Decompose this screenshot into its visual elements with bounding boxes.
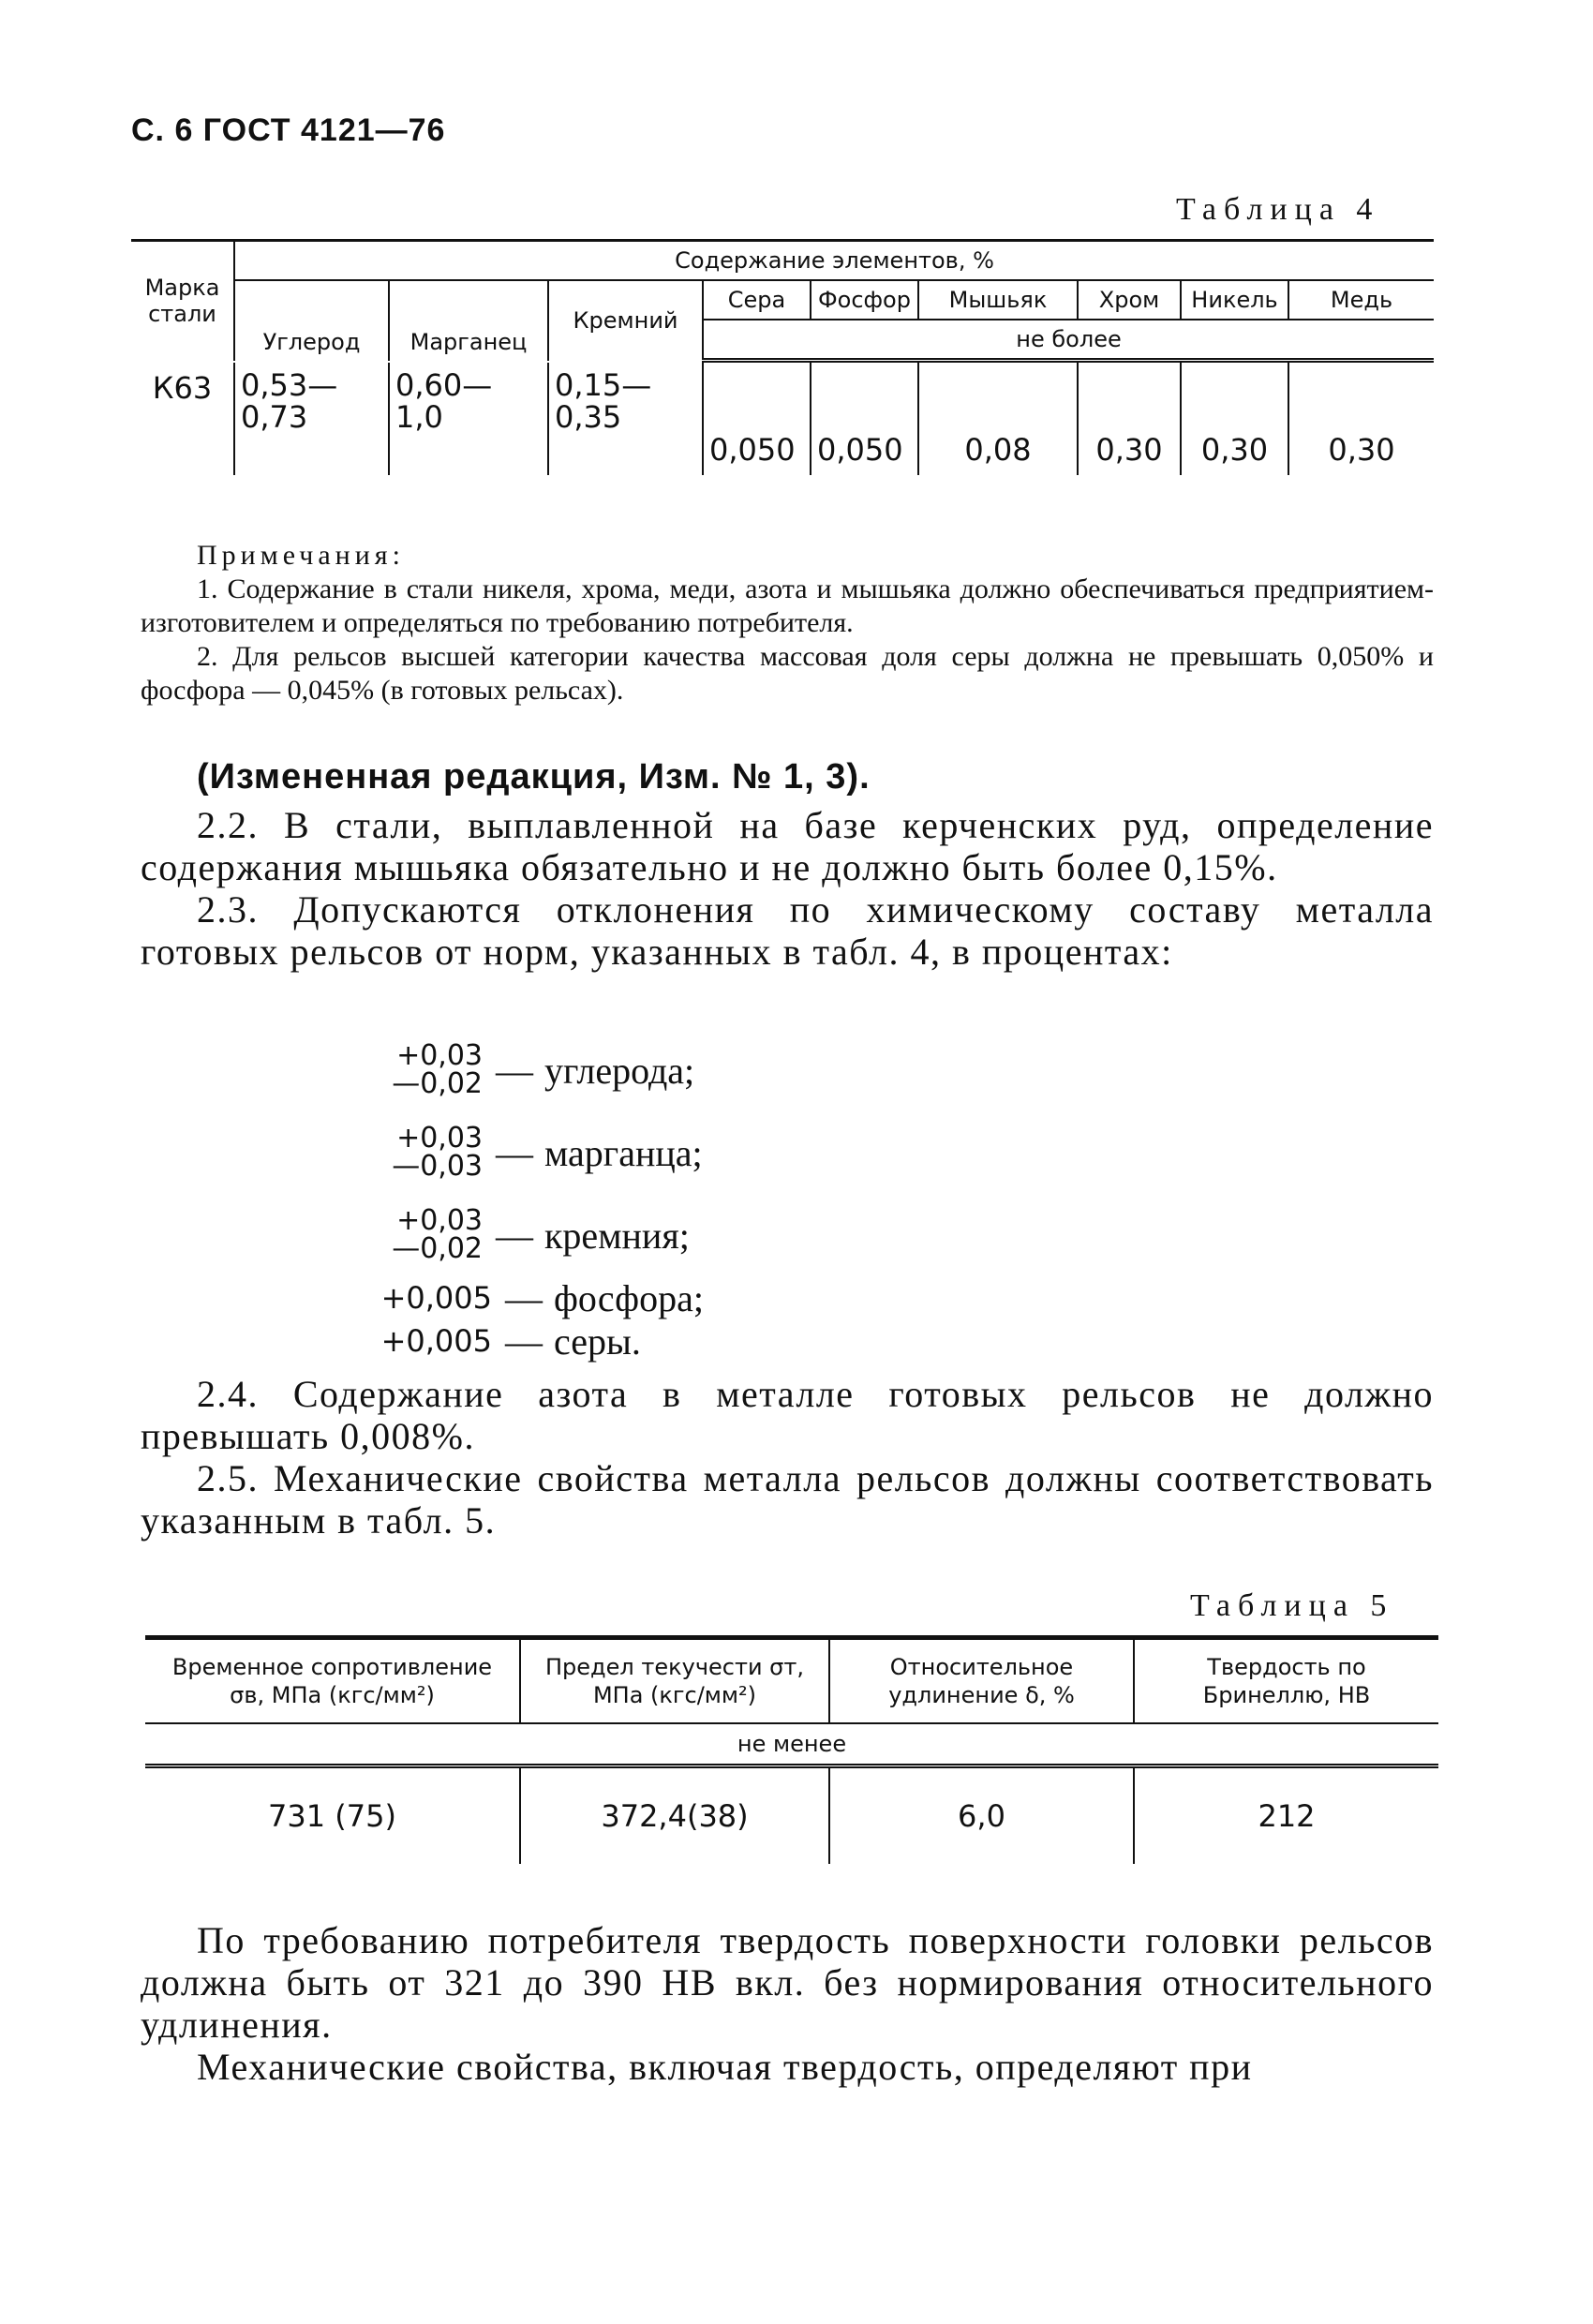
nickel-cell: 0,30: [1181, 363, 1288, 475]
not-less-label: не менее: [145, 1723, 1438, 1766]
col-silicon: Кремний: [548, 280, 703, 361]
content-header: Содержание элементов, %: [234, 241, 1434, 281]
t5-header-yield: Предел текучести σт, МПа (кгс/мм²): [520, 1638, 829, 1724]
manganese-max: 1,0: [395, 398, 443, 435]
not-more-label: не более: [703, 320, 1434, 361]
col-nickel: Никель: [1181, 280, 1288, 320]
tol-carbon-plus: +0,03: [396, 1039, 483, 1072]
manganese-cell: [389, 363, 548, 475]
tol-manganese-plus: +0,03: [396, 1122, 483, 1155]
tol-sulfur-element: серы.: [554, 1319, 641, 1363]
tolerance-manganese: +0,03 —0,03 — марганца;: [392, 1122, 703, 1183]
col-copper: Медь: [1288, 280, 1434, 320]
silicon-cell: [548, 363, 703, 475]
tol-phosphorus-value: +0,005: [380, 1280, 492, 1316]
page-header: С. 6 ГОСТ 4121—76: [131, 112, 446, 148]
tol-silicon-minus: —0,02: [392, 1232, 483, 1265]
arsenic-cell: 0,08: [918, 363, 1078, 475]
paragraph-2-2: 2.2. В стали, выплавленной на базе керченских руд, определение содержания мышьяка обязательно и не должно быть более 0,15%.: [141, 804, 1434, 888]
table5: [145, 1635, 1438, 1864]
section-final: [141, 1919, 1434, 2088]
paragraph-requirement: По требованию потребителя твердость поверхности головки рельсов должна быть от 321 до 390 НВ вкл. без нормирования относительного удлинения.: [141, 1919, 1434, 2046]
notes-title: Примечания:: [197, 540, 405, 571]
sulfur-cell: 0,050: [703, 363, 811, 475]
silicon-min: 0,15—: [555, 367, 652, 403]
section-2-4-2-5: [141, 1373, 1434, 1542]
copper-cell: 0,30: [1288, 363, 1434, 475]
tol-carbon-element: углерода;: [544, 1049, 695, 1092]
paragraph-mechanical: Механические свойства, включая твердость, определяют при: [197, 2046, 1253, 2088]
paragraph-2-5: 2.5. Механические свойства металла рельсов должны соответствовать указанным в табл. 5.: [141, 1457, 1434, 1542]
tolerances-list: [370, 1029, 704, 1363]
notes-block: [141, 539, 1434, 708]
tol-sulfur-value: +0,005: [380, 1323, 492, 1359]
tolerance-silicon: +0,03 —0,02 — кремния;: [392, 1204, 690, 1265]
chromium-cell: 0,30: [1078, 363, 1181, 475]
steel-grade-cell: К63: [152, 370, 213, 406]
col-manganese: Марганец: [389, 280, 548, 361]
carbon-min: 0,53—: [241, 367, 338, 403]
paragraph-2-4: 2.4. Содержание азота в металле готовых рельсов не должно превышать 0,008%.: [141, 1373, 1434, 1457]
tol-silicon-plus: +0,03: [396, 1204, 483, 1237]
note-1: 1. Содержание в стали никеля, хрома, меди, азота и мышьяка должно обеспечиваться предприятием-изготовителем и определяться по требованию потребителя.: [141, 574, 1434, 638]
col-phosphorus: Фосфор: [811, 280, 918, 320]
table5-title: Таблица 5: [1190, 1588, 1394, 1623]
t5-header-hardness: Твердость по Бринеллю, НВ: [1134, 1638, 1438, 1724]
t5-elongation-value: 6,0: [829, 1766, 1134, 1865]
tol-manganese-minus: —0,03: [392, 1150, 483, 1183]
t5-hardness-value: 212: [1134, 1766, 1438, 1865]
t5-yield-value: 372,4(38): [520, 1766, 829, 1865]
tolerance-phosphorus: +0,005 — фосфора;: [370, 1276, 704, 1319]
phosphorus-cell: 0,050: [811, 363, 918, 475]
t5-header-elongation: Относительное удлинение δ, %: [829, 1638, 1134, 1724]
col-chromium: Хром: [1078, 280, 1181, 320]
col-carbon: Углерод: [234, 280, 389, 361]
steel-grade-header: Марка стали: [131, 241, 234, 361]
col-sulfur: Сера: [703, 280, 811, 320]
table4: [131, 239, 1434, 475]
carbon-cell: [234, 363, 389, 475]
note-2: 2. Для рельсов высшей категории качества массовая доля серы должна не превышать 0,050% и фосфора — 0,045% (в готовых рельсах).: [141, 641, 1434, 706]
tol-silicon-element: кремния;: [544, 1214, 690, 1257]
t5-header-tensile: Временное сопротивление σв, МПа (кгс/мм²): [145, 1638, 520, 1724]
carbon-max: 0,73: [241, 398, 308, 435]
manganese-min: 0,60—: [395, 367, 493, 403]
tolerance-carbon: +0,03 —0,02 — углерода;: [392, 1039, 695, 1100]
tol-carbon-minus: —0,02: [392, 1067, 483, 1100]
silicon-max: 0,35: [555, 398, 622, 435]
tol-phosphorus-element: фосфора;: [554, 1276, 704, 1319]
col-arsenic: Мышьяк: [918, 280, 1078, 320]
section-2-2-2-3: [141, 804, 1434, 973]
t5-tensile-value: 731 (75): [268, 1798, 396, 1834]
amendment-note: (Измененная редакция, Изм. № 1, 3).: [197, 757, 871, 797]
tolerance-sulfur: +0,005 — серы.: [370, 1319, 704, 1363]
paragraph-2-3: 2.3. Допускаются отклонения по химическому составу металла готовых рельсов от норм, указанных в табл. 4, в процентах:: [141, 888, 1434, 973]
table4-title: Таблица 4: [1176, 192, 1380, 227]
tol-manganese-element: марганца;: [544, 1131, 703, 1174]
